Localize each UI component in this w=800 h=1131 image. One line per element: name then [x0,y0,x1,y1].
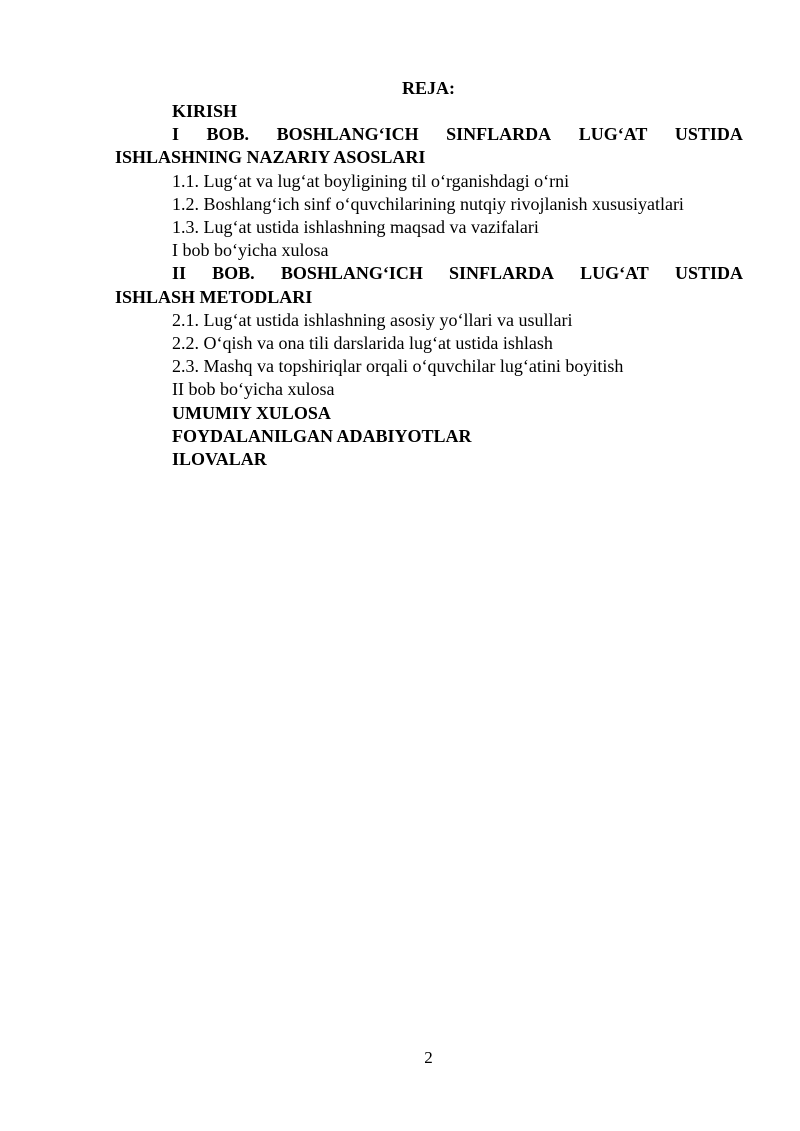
toc-section-1-1: 1.1. Lug‘at va lug‘at boyligining til o‘rganishdagi o‘rni [172,170,570,191]
chapter-2-heading-word: BOSHLANG‘ICH [280,263,423,284]
toc-chapter-1-summary: I bob bo‘yicha xulosa [172,240,329,261]
toc-section-2-1: 2.1. Lug‘at ustida ishlashning asosiy yo‘llari va usullari [172,309,573,330]
toc-section-1-2: 1.2. Boshlang‘ich sinf o‘quvchilarining nutqiy rivojlanish xususiyatlari [172,193,684,214]
chapter-2-heading-word: LUG‘AT [580,263,649,284]
toc-item-conclusion: UMUMIY XULOSA [172,402,331,423]
chapter-1-heading-word: BOSHLANG‘ICH [276,124,419,145]
chapter-2-heading-line-2: ISHLASH METODLARI [115,286,313,307]
chapter-1-heading-word: USTIDA [674,124,743,145]
chapter-1-heading-word: LUG‘AT [578,124,648,145]
page-number: 2 [424,1048,433,1067]
chapter-1-heading-line-1 [115,123,743,146]
chapter-2-heading-word: BOB. [212,263,255,284]
chapter-2-heading-word: II [172,263,187,284]
chapter-1-heading-word: I [172,124,180,145]
toc-item-intro: KIRISH [172,101,238,121]
chapter-1-heading-line-2: ISHLASHNING NAZARIY ASOSLARI [115,147,426,168]
toc-chapter-2-summary: II bob bo‘yicha xulosa [172,379,335,400]
chapter-1-heading-word: BOB. [206,124,250,145]
table-of-contents [115,100,743,471]
toc-section-2-3: 2.3. Mashq va topshiriqlar orqali o‘quvchilar lug‘atini boyitish [172,356,624,377]
chapter-1-heading-word: SINFLARDA [446,124,552,145]
chapter-2-heading-line-1 [115,262,743,285]
chapter-2-heading-word: SINFLARDA [448,263,554,284]
page-title: REJA: [402,78,455,98]
toc-section-2-2: 2.2. O‘qish va ona tili darslarida lug‘at ustida ishlash [172,333,553,354]
toc-item-appendices: ILOVALAR [172,449,267,470]
toc-section-1-3: 1.3. Lug‘at ustida ishlashning maqsad va vazifalari [172,217,539,238]
chapter-2-heading-word: USTIDA [674,263,743,284]
toc-item-bibliography: FOYDALANILGAN ADABIYOTLAR [172,425,472,446]
